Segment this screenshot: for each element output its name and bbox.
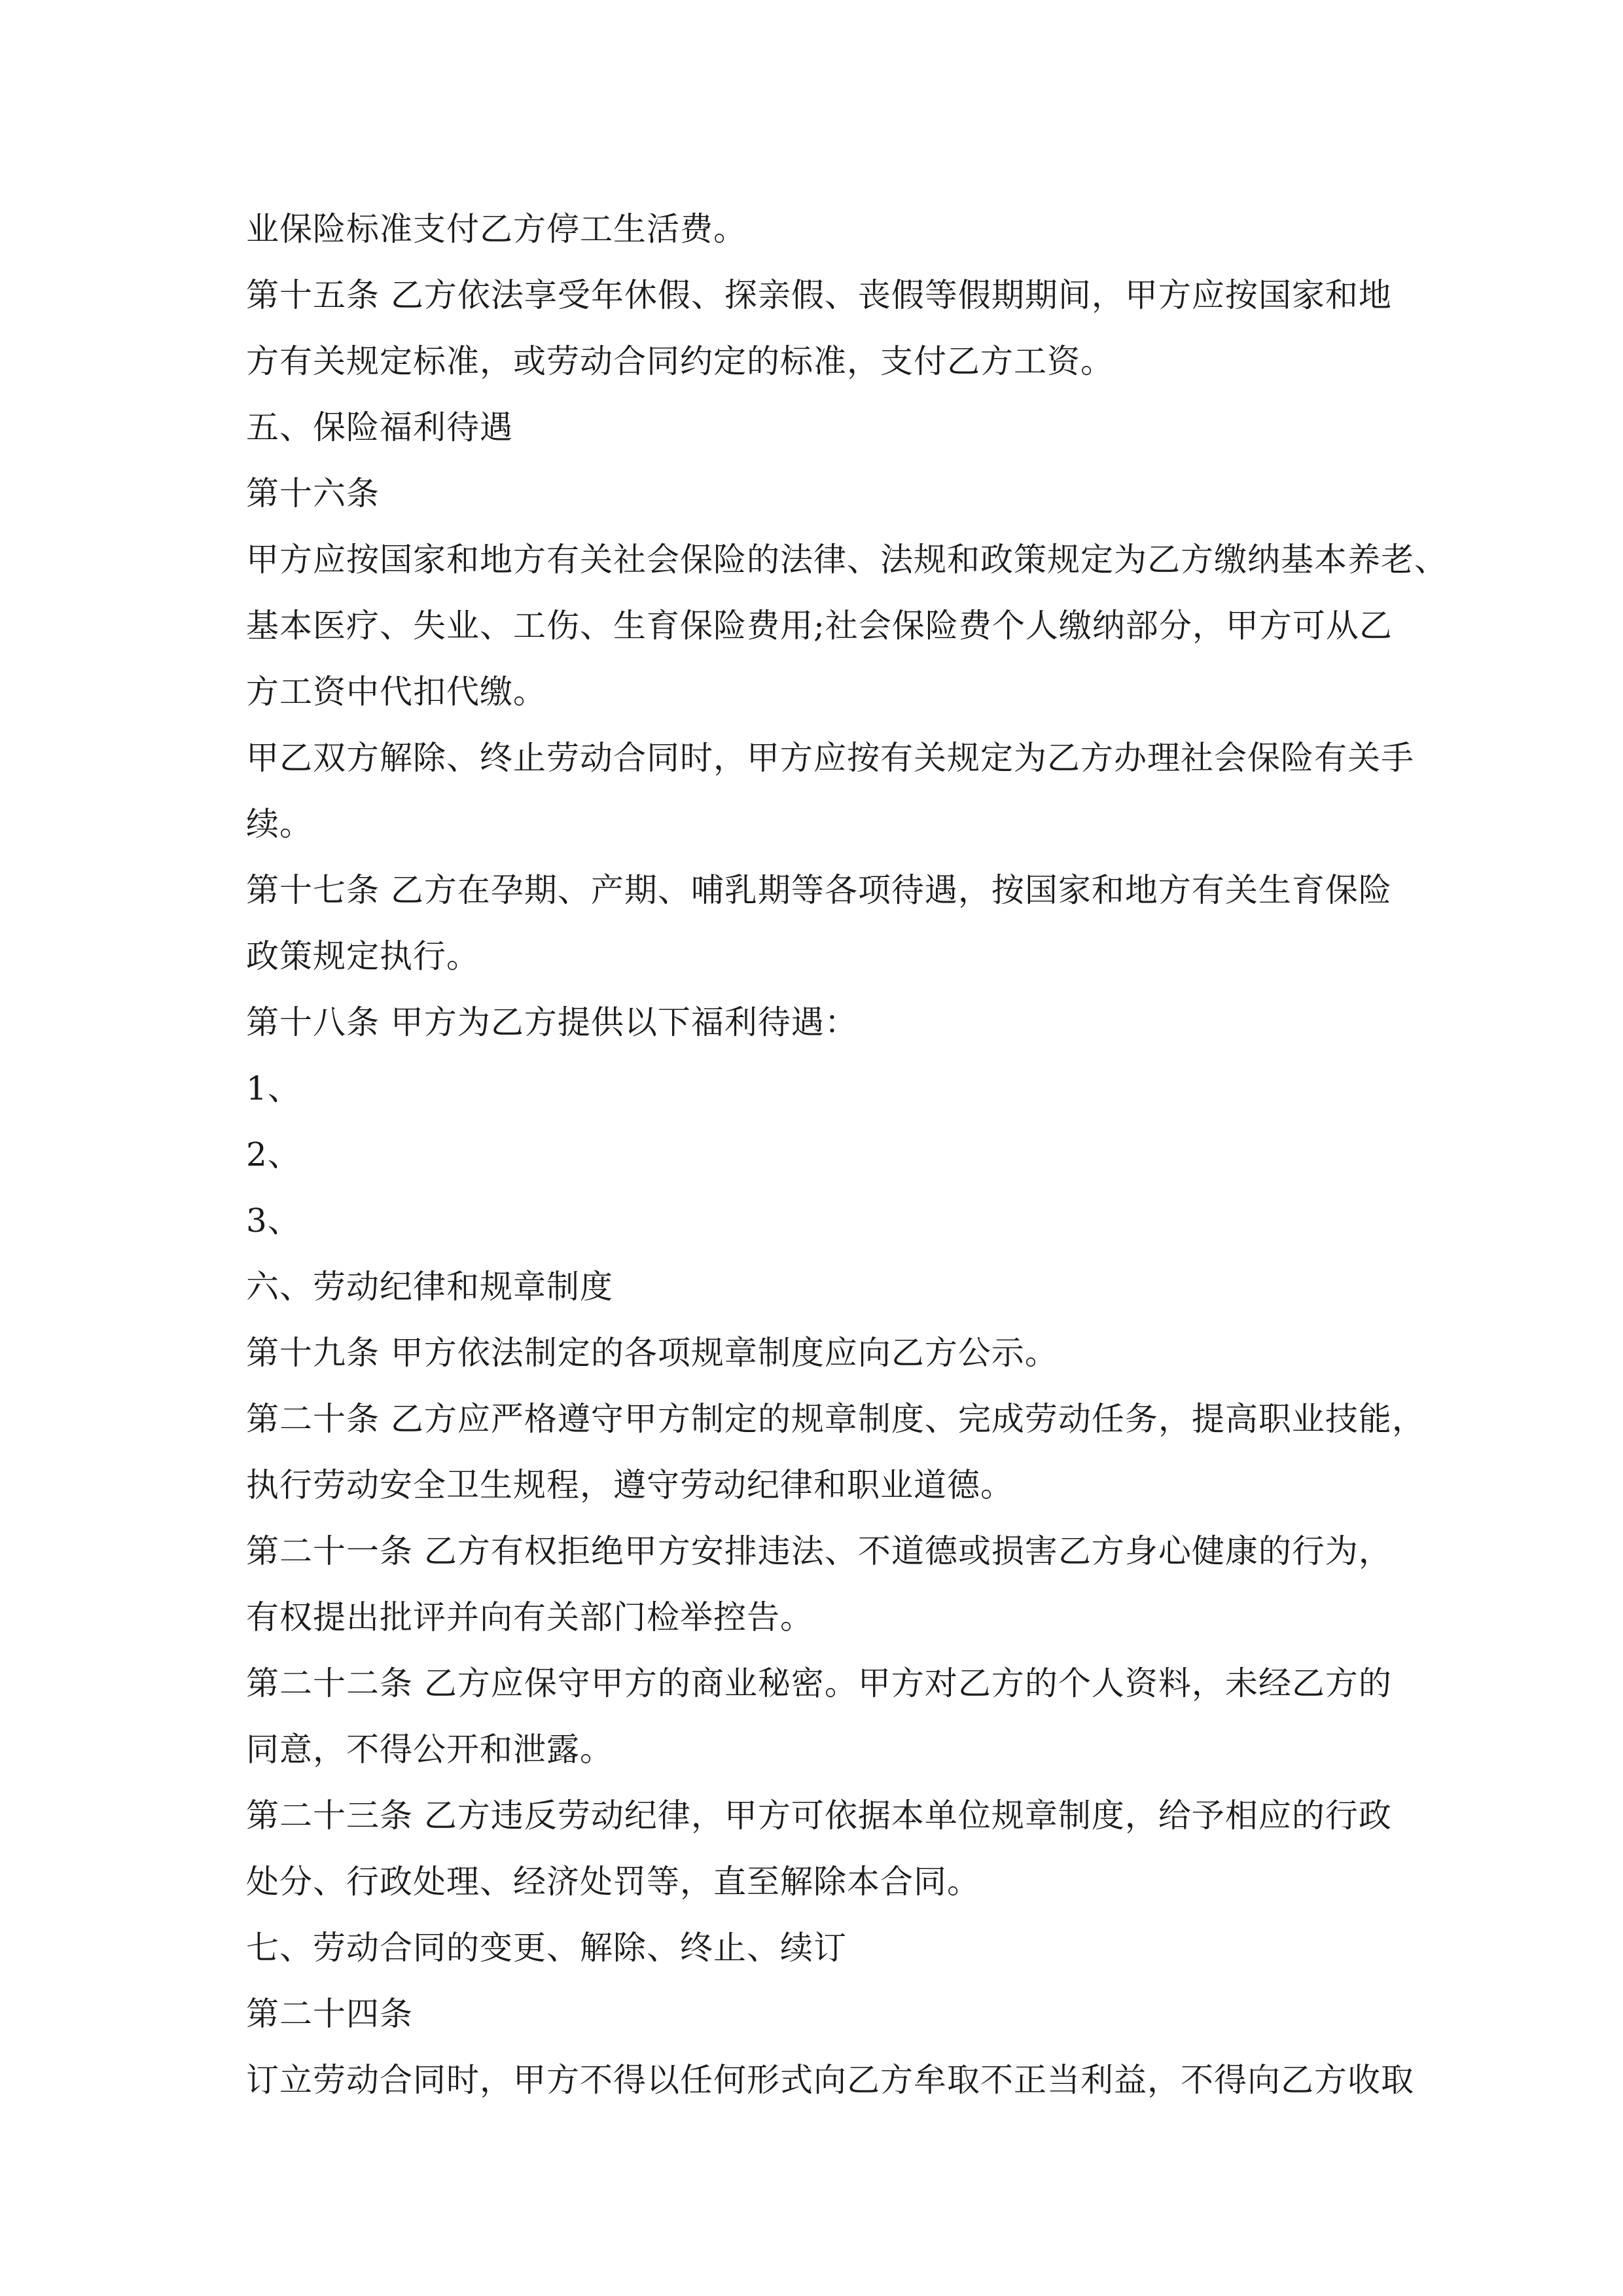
text-line: 甲方应按国家和地方有关社会保险的法律、法规和政策规定为乙方缴纳基本养老、 [246,541,1448,579]
section-heading: 七、劳动合同的变更、解除、终止、续订 [246,1929,847,1967]
article-21-line-1: 第二十一条 乙方有权拒绝甲方安排违法、不道德或损害乙方身心健康的行为， [246,1532,1392,1570]
article-18-line: 第十八条 甲方为乙方提供以下福利待遇： [246,1003,858,1041]
article-heading: 第二十四条 [246,1995,413,2033]
text-line: 业保险标准支付乙方停工生活费。 [246,210,747,248]
section-heading: 五、保险福利待遇 [246,408,513,446]
list-item: 1、 [246,1069,301,1107]
text-line: 方工资中代扣代缴。 [246,673,546,711]
text-line: 有权提出批评并向有关部门检举控告。 [246,1598,813,1636]
section-heading: 六、劳动纪律和规章制度 [246,1268,613,1306]
text-line: 处分、行政处理、经济处罚等，直至解除本合同。 [246,1863,980,1901]
article-22-line-1: 第二十二条 乙方应保守甲方的商业秘密。甲方对乙方的个人资料，未经乙方的 [246,1664,1392,1702]
text-line: 续。 [246,805,313,843]
article-23-line-1: 第二十三条 乙方违反劳动纪律，甲方可依据本单位规章制度，给予相应的行政 [246,1797,1392,1835]
article-19-line: 第十九条 甲方依法制定的各项规章制度应向乙方公示。 [246,1334,1058,1372]
text-line: 方有关规定标准，或劳动合同约定的标准，支付乙方工资。 [246,342,1114,380]
article-15-line-1: 第十五条 乙方依法享受年休假、探亲假、丧假等假期期间，甲方应按国家和地 [246,276,1392,314]
text-line: 甲乙双方解除、终止劳动合同时，甲方应按有关规定为乙方办理社会保险有关手 [246,739,1414,777]
text-line: 执行劳动安全卫生规程，遵守劳动纪律和职业道德。 [246,1466,1014,1504]
list-item: 3、 [246,1202,301,1240]
text-line: 政策规定执行。 [246,937,480,975]
text-line: 订立劳动合同时，甲方不得以任何形式向乙方牟取不正当利益，不得向乙方收取 [246,2061,1414,2099]
article-17-line-1: 第十七条 乙方在孕期、产期、哺乳期等各项待遇，按国家和地方有关生育保险 [246,871,1392,909]
document-body [246,196,1448,2113]
text-line: 基本医疗、失业、工伤、生育保险费用;社会保险费个人缴纳部分，甲方可从乙 [246,607,1393,645]
text-line: 同意，不得公开和泄露。 [246,1731,613,1768]
article-heading: 第十六条 [246,475,380,512]
list-item: 2、 [246,1136,301,1174]
article-20-line-1: 第二十条 乙方应严格遵守甲方制定的规章制度、完成劳动任务，提高职业技能， [246,1400,1425,1438]
